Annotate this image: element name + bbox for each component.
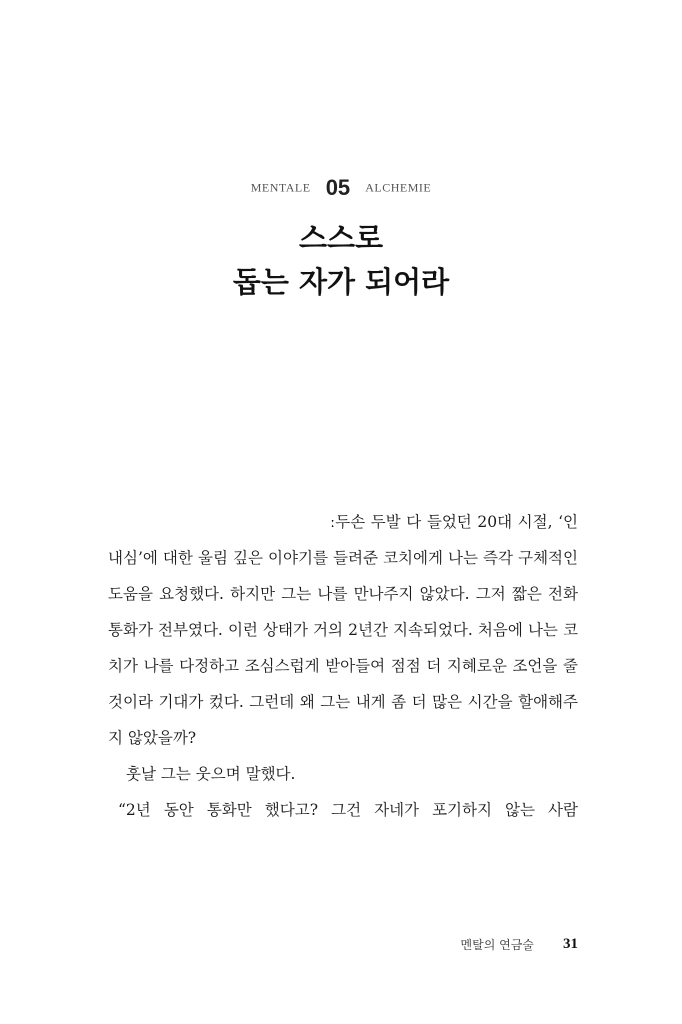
body-text [108, 504, 578, 828]
body-paragraph-2: 훗날 그는 웃으며 말했다. [126, 765, 296, 783]
page-number: 31 [563, 936, 578, 952]
chapter-title [0, 216, 682, 304]
page-footer [0, 934, 578, 953]
chapter-number: 05 [325, 174, 351, 200]
chapter-word-left: MENTALE [250, 180, 311, 195]
chapter-title-line-2: 돕는 자가 되어라 [232, 265, 450, 299]
chapter-title-line-1: 스스로 [298, 221, 384, 255]
footer-book-title: 멘탈의 연금술 [460, 938, 534, 952]
chapter-word-right: ALCHEMIE [365, 180, 432, 195]
body-paragraph-3: “2년 동안 통화만 했다고? 그건 자네가 포기하지 않는 사람 [118, 801, 578, 819]
body-paragraph-1: ː두손 두발 다 들었던 20대 시절, ‘인내심’에 대한 울림 깊은 이야기를 들려준 코치에게 나는 즉각 구체적인 도움을 요청했다. 하지만 그는 나를 만나주지 않았다. 그저 짧은 전화 통화가 전부였다. 이런 상태가 거의 2년간 지속되었다. 처음에 나는 코치가 나를 다정하고 조심스럽게 받아들여 점점 더 지혜로운 조언을 줄 것이라 기대가 컸다. 그런데 왜 그는 내게 좀 더 많은 시간을 할애해주지 않았을까? [108, 513, 578, 747]
chapter-label [0, 172, 682, 203]
